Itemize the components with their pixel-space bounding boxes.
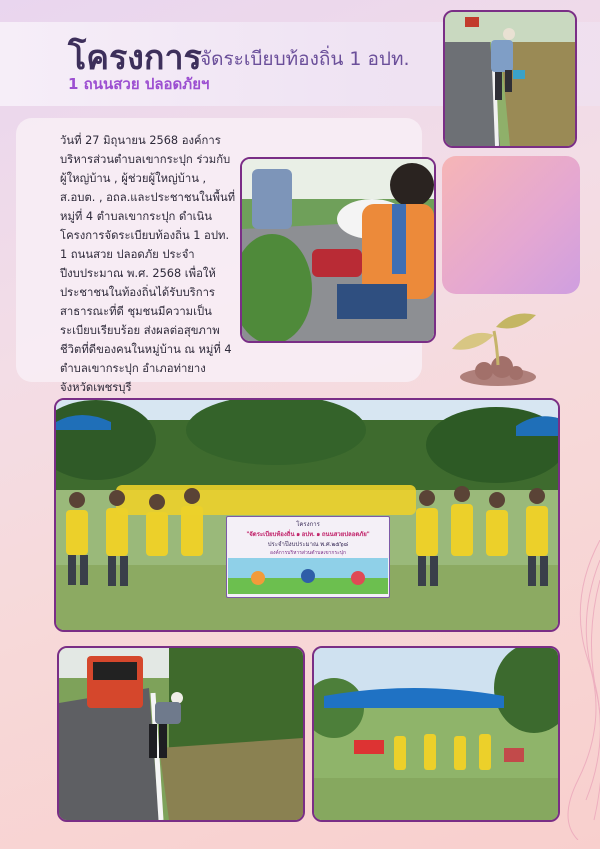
photo-road-clearing <box>57 646 305 822</box>
accent-panel <box>442 156 580 294</box>
body-paragraph: วันที่ 27 มิถุนายน 2568 องค์การบริหารส่วนตำบลเขากระปุก ร่วมกับผู้ใหญ่บ้าน , ผู้ช่วยผู้ใหญ่บ้าน , ส.อบต. , อถล.และประชาชนในพื้นที่ หมู่ที่ 4 ตำบลเขากระปุก ดำเนินโครงการจัดระเบียบท้องถิ่น 1 อปท. 1 ถนนสวย ปลอดภัย ประจำปีงบประมาณ พ.ศ. 2568 เพื่อให้ประชาชนในท้องถิ่นได้รับบริการสาธารณะที่ดี ชุมชนมีความเป็นระเบียบเรียบร้อย ส่งผลต่อสุขภาพชีวิตที่ดีของคนในหมู่บ้าน ณ หมู่ที่ 4 ตำบลเขากระปุก อำเภอท่ายาง จังหวัดเพชรบุรี <box>60 134 236 394</box>
sprout-decoration <box>448 305 548 387</box>
wave-decoration <box>548 540 600 840</box>
banner-line-4: องค์การบริหารส่วนตำบลเขากระปุก <box>269 550 347 556</box>
project-banner <box>226 516 390 598</box>
banner-line-2: "จัดระเบียบท้องถิ่น ๑ อปท. ๑ ถนนสวยปลอดภัย" <box>246 532 370 538</box>
photo-tent-gathering <box>312 646 560 822</box>
banner-line-1: โครงการ <box>296 522 320 528</box>
page-title: โครงการ <box>68 38 202 78</box>
banner-line-3: ประจำปีงบประมาณ พ.ศ.๒๕๖๘ <box>267 542 349 548</box>
photo-motorbike-rider <box>240 157 436 343</box>
page-subtitle-2: 1 ถนนสวย ปลอดภัยฯ <box>68 75 210 93</box>
photo-watering-roadside <box>443 10 577 148</box>
photo-group <box>54 398 560 632</box>
page-subtitle: จัดระเบียบท้องถิ่น 1 อปท. <box>200 48 410 70</box>
